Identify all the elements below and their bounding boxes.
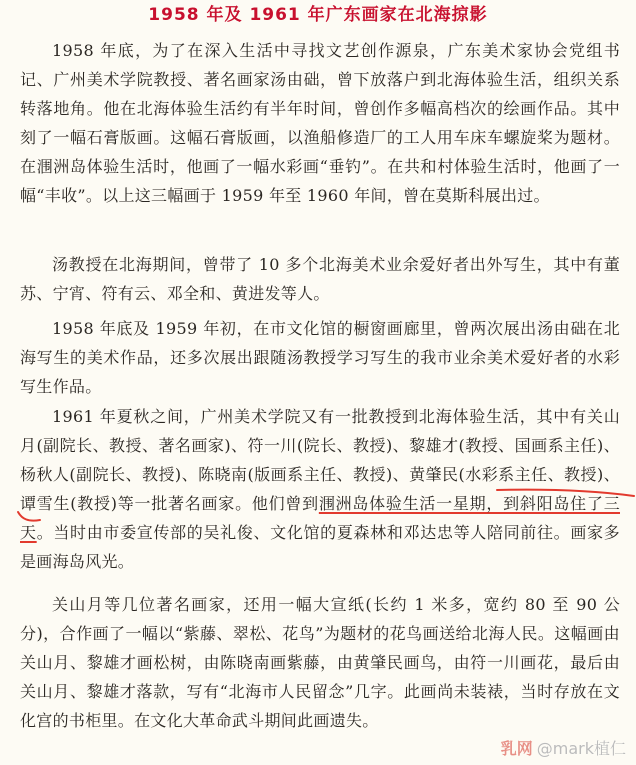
watermark — [501, 736, 626, 759]
watermark-handle: @mark植仁 — [536, 739, 626, 758]
paragraph-5: 关山月等几位著名画家，还用一幅大宣纸(长约 1 米多，宽约 80 至 90 公分)，合作画了一幅以“紫藤、翠松、花鸟”为题材的花鸟画送给北海人民。这幅画由关山月、黎雄才画松树，由陈晓南画紫藤，由黄肇民画鸟，由符一川画花，最后由关山月、黎雄才落款，写有“北海市人民留念”几字。此画尚未装裱，当时存放在文化宫的书柜里。在文化大革命武斗期间此画遗失。 — [20, 595, 620, 730]
article-title: 1958 年及 1961 年广东画家在北海掠影 — [148, 5, 488, 25]
watermark-logo: 乳网 — [500, 739, 533, 758]
pen-underlined-text: 涠洲岛体验生活一星期，到斜阳岛住了三天 — [20, 494, 620, 542]
paragraph-1: 1958 年底，为了在深入生活中寻找文艺创作源泉，广东美术家协会党组书记、广州美术学院教授、著名画家汤由础，曾下放落户到北海体验生活，组织关系转落地角。他在北海体验生活约有半年时间，曾创作多幅高档次的绘画作品。其中刻了一幅石膏版画。这幅石膏版画，以渔船修造厂的工人用车床车螺旋桨为题材。在涠洲岛体验生活时，他画了一幅水彩画“垂钓”。在共和村体验生活时，他画了一幅“丰收”。以上这三幅画于 1959 年至 1960 年间，曾在莫斯科展出过。 — [20, 41, 620, 205]
paragraph-2: 汤教授在北海期间，曾带了 10 多个北海美术业余爱好者出外写生，其中有董苏、宁宵、符有云、邓全和、黄进发等人。 — [20, 255, 620, 303]
paragraph-4 — [20, 402, 620, 576]
paragraph-4-text-after: 。当时由市委宣传部的吴礼俊、文化馆的夏森林和邓达忠等人陪同前往。画家多是画海岛风光。 — [20, 523, 620, 571]
paragraph-4-text-before: 1961 年夏秋之间，广州美术学院又有一批教授到北海体验生活，其中有关山月(副院长、教授、著名画家)、符一川(院长、教授)、黎雄才(教授、国画系主任)、杨秋人(副院长、教授)、陈晓南(版画系主任、教授)、黄肇民(水彩系主任、教授)、谭雪生(教授)等一批著名画家。他们曾到 — [20, 407, 620, 513]
paragraph-3: 1958 年底及 1959 年初，在市文化馆的橱窗画廊里，曾两次展出汤由础在北海写生的美术作品，还多次展出跟随汤教授学习写生的我市业余美术爱好者的水彩写生作品。 — [20, 319, 620, 396]
